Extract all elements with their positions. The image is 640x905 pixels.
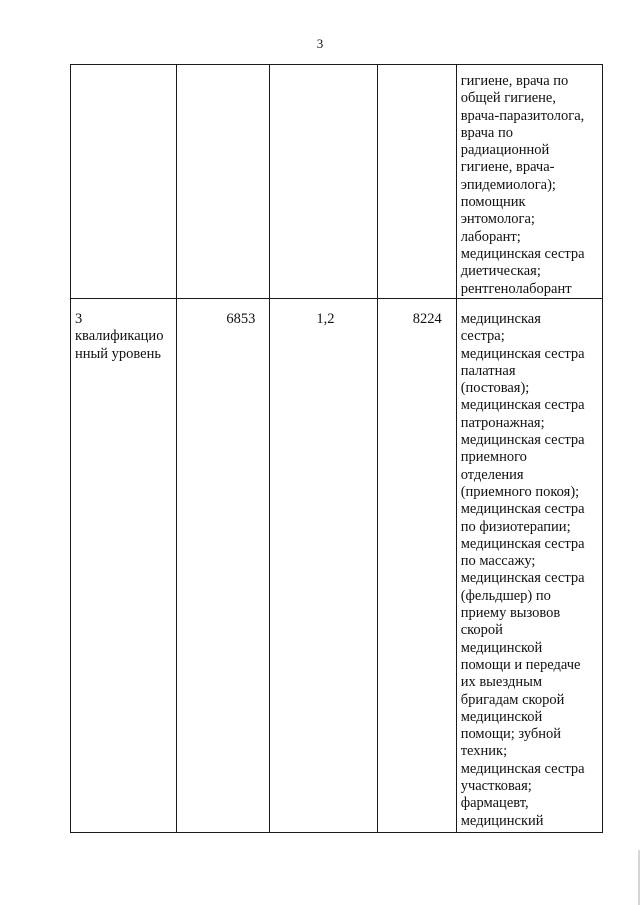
position-line: медицинской	[460, 639, 543, 656]
position-line: врача по	[460, 124, 514, 141]
position-line: медицинской	[460, 708, 543, 725]
position-line: медицинская сестра	[460, 501, 585, 518]
position-line: медицинская	[460, 311, 541, 327]
total-salary-cell: 8224	[377, 299, 456, 833]
position-line: медицинская сестра	[460, 760, 585, 777]
position-line: медицинская сестра	[460, 397, 585, 414]
position-line: лаборант;	[460, 228, 521, 245]
position-line: фармацевт,	[460, 795, 529, 812]
base-salary-cell: 6853	[177, 299, 270, 833]
positions-cell	[456, 65, 602, 299]
position-line: по массажу;	[460, 553, 536, 570]
position-line: помощи и передаче	[460, 656, 581, 673]
position-line: энтомолога;	[460, 211, 535, 228]
position-line: патронажная;	[460, 414, 545, 431]
position-line: сестра;	[460, 328, 505, 345]
level-label-line: квалификацио	[75, 328, 164, 345]
total-salary-cell	[377, 65, 456, 299]
level-number: 3	[75, 311, 83, 327]
position-line: гигиене, врача-	[460, 159, 555, 176]
position-line: медицинская сестра	[460, 432, 585, 449]
position-line: по физиотерапии;	[460, 518, 571, 535]
position-line: (приемного покоя);	[460, 483, 580, 500]
position-line: приемного	[460, 449, 527, 466]
position-line: медицинская сестра	[460, 535, 585, 552]
position-line: (фельдшер) по	[460, 587, 551, 604]
position-line: медицинский	[460, 812, 544, 829]
position-line: врача-паразитолога,	[460, 107, 585, 124]
position-line: (постовая);	[460, 380, 530, 397]
qualification-level-cell	[71, 299, 177, 833]
level-label-line: нный уровень	[75, 345, 161, 362]
position-line: помощник	[460, 194, 526, 211]
qualification-level-cell	[71, 65, 177, 299]
position-line: общей гигиене,	[460, 90, 556, 107]
position-line: гигиене, врача по	[460, 73, 569, 89]
position-line: помощи; зубной	[460, 726, 562, 743]
base-salary-cell	[177, 65, 270, 299]
position-line: радиационной	[460, 142, 550, 159]
table-row	[71, 65, 603, 299]
position-line: бригадам скорой	[460, 691, 565, 708]
position-line: эпидемиолога);	[460, 176, 556, 193]
table-row	[71, 299, 603, 833]
position-line: диетическая;	[460, 263, 541, 280]
position-line: их выездным	[460, 674, 543, 691]
position-line: медицинская сестра	[460, 245, 585, 262]
positions-cell	[456, 299, 602, 833]
position-line: скорой	[460, 622, 503, 639]
positions-list	[457, 65, 602, 298]
position-line: палатная	[460, 362, 516, 379]
position-line: приему вызовов	[460, 605, 561, 622]
positions-list	[457, 299, 602, 830]
position-line: участковая;	[460, 778, 532, 795]
position-line: отделения	[460, 466, 524, 483]
position-line: медицинская сестра	[460, 345, 585, 362]
page-number: 3	[316, 36, 324, 51]
coefficient-cell: 1,2	[270, 299, 377, 833]
position-line: техник;	[460, 743, 508, 760]
position-line: рентгенолаборант	[460, 280, 572, 297]
coefficient-cell	[270, 65, 377, 299]
salary-table	[70, 64, 603, 833]
position-line: медицинская сестра	[460, 570, 585, 587]
